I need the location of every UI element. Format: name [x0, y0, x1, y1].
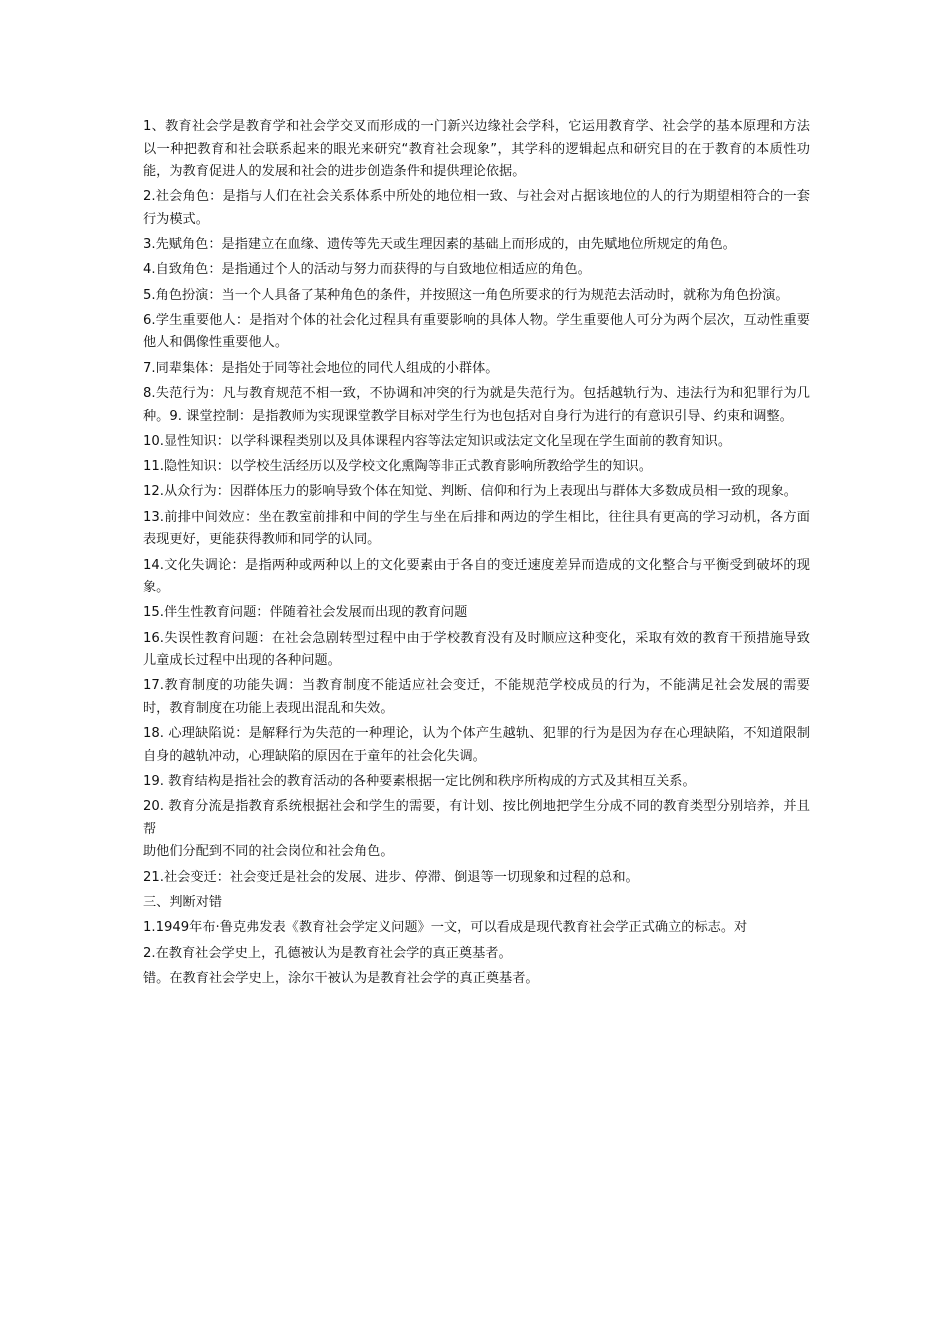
definition-paragraph-14: 14.文化失调论：是指两种或两种以上的文化要素由于各自的变迁速度差异而造成的文化整合与平衡受到破坏的现象。 — [143, 557, 810, 596]
definition-paragraph-18: 18. 心理缺陷说：是解释行为失范的一种理论，认为个体产生越轨、犯罪的行为是因为存在心理缺陷，不知道限制自身的越轨冲动，心理缺陷的原因在于童年的社会化失调。 — [143, 726, 810, 764]
definition-paragraph-1: 1、教育社会学是教育学和社会学交叉而形成的一门新兴边缘社会学科，它运用教育学、社会学的基本原理和方法以一种把教育和社会联系起来的眼光来研究“教育社会现象”，其学科的逻辑起点和研究目的在于教育的本质性功能，为教育促进人的发展和社会的进步创造条件和提供理论依据。 — [143, 119, 810, 179]
definition-paragraph-12: 12.从众行为：因群体压力的影响导致个体在知觉、判断、信仰和行为上表现出与群体大多数成员相一致的现象。 — [143, 484, 797, 500]
definition-paragraph-21: 21.社会变迁：社会变迁是社会的发展、进步、停滞、倒退等一切现象和过程的总和。 — [143, 869, 639, 885]
definition-paragraph-20-continued: 助他们分配到不同的社会岗位和社会角色。 — [143, 844, 394, 860]
section-heading-true-false: 三、判断对错 — [143, 894, 223, 910]
definition-paragraph-10: 10.显性知识：以学科课程类别以及具体课程内容等法定知识或法定文化呈现在学生面前的教育知识。 — [143, 433, 732, 449]
definition-paragraph-3: 3.先赋角色：是指建立在血缘、遗传等先天或生理因素的基础上而形成的，由先赋地位所规定的角色。 — [143, 237, 736, 253]
true-false-item-1: 1.1949年布·鲁克弗发表《教育社会学定义问题》一文，可以看成是现代教育社会学正式确立的标志。对 — [143, 920, 748, 936]
definition-paragraph-20: 20. 教育分流是指教育系统根据社会和学生的需要，有计划、按比例地把学生分成不同的教育类型分别培养，并且帮 — [143, 799, 810, 837]
true-false-item-2-answer: 错。在教育社会学史上，涂尔干被认为是教育社会学的真正奠基者。 — [143, 970, 539, 986]
document-page — [143, 116, 810, 993]
definition-paragraph-11: 11.隐性知识：以学校生活经历以及学校文化熏陶等非正式教育影响所教给学生的知识。 — [143, 459, 652, 475]
definition-paragraph-16: 16.失误性教育问题：在社会急剧转型过程中由于学校教育没有及时顺应这种变化，采取有效的教育干预措施导致儿童成长过程中出现的各种问题。 — [143, 630, 810, 669]
true-false-item-2: 2.在教育社会学史上，孔德被认为是教育社会学的真正奠基者。 — [143, 945, 512, 961]
definition-paragraph-15: 15.伴生性教育问题：伴随着社会发展而出现的教育问题 — [143, 605, 468, 621]
definition-paragraph-6: 6.学生重要他人：是指对个体的社会化过程具有重要影响的具体人物。学生重要他人可分为两个层次，互动性重要他人和偶像性重要他人。 — [143, 312, 810, 351]
definition-paragraph-19: 19. 教育结构是指社会的教育活动的各种要素根据一定比例和秩序所构成的方式及其相互关系。 — [143, 774, 696, 790]
definition-paragraph-8-9: 8.失范行为：凡与教育规范不相一致，不协调和冲突的行为就是失范行为。包括越轨行为、违法行为和犯罪行为几种。9. 课堂控制：是指教师为实现课堂教学目标对学生行为也包括对自身行为进行的有意识引导、约束和调整。 — [143, 386, 810, 424]
definition-paragraph-17: 17.教育制度的功能失调：当教育制度不能适应社会变迁，不能规范学校成员的行为，不能满足社会发展的需要时，教育制度在功能上表现出混乱和失效。 — [143, 678, 810, 716]
definition-paragraph-4: 4.自致角色：是指通过个人的活动与努力而获得的与自致地位相适应的角色。 — [143, 262, 591, 278]
definition-paragraph-13: 13.前排中间效应：坐在教室前排和中间的学生与坐在后排和两边的学生相比，往往具有更高的学习动机，各方面表现更好，更能获得教师和同学的认同。 — [143, 509, 810, 548]
definition-paragraph-5: 5.角色扮演：当一个人具备了某种角色的条件，并按照这一角色所要求的行为规范去活动时，就称为角色扮演。 — [143, 287, 789, 303]
definition-paragraph-2: 2.社会角色：是指与人们在社会关系体系中所处的地位相一致、与社会对占据该地位的人的行为期望相符合的一套行为模式。 — [143, 189, 810, 227]
definition-paragraph-7: 7.同辈集体：是指处于同等社会地位的同代人组成的小群体。 — [143, 360, 499, 376]
